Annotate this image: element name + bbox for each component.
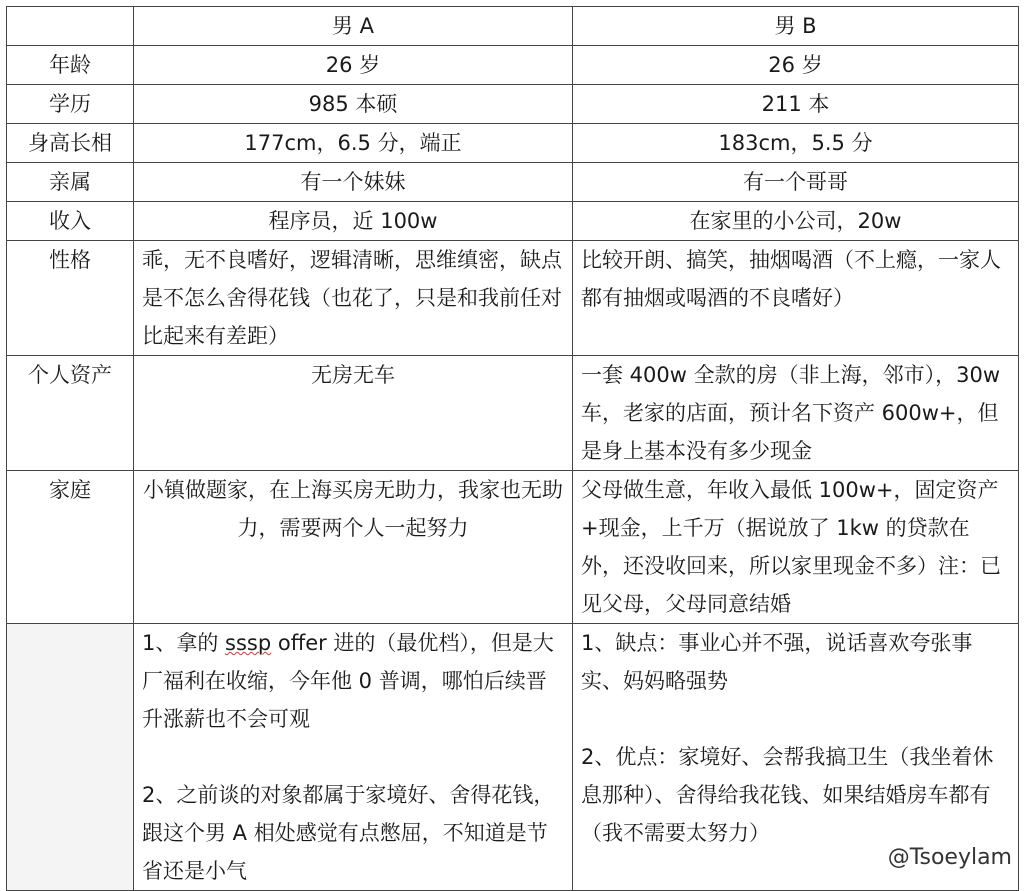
row-family — [7, 471, 1019, 624]
note-b-2: 2、优点：家境好、会帮我搞卫生（我坐着休息那种）、舍得给我花钱、如果结婚房车都有（我不需要太努力） — [581, 745, 994, 845]
row-looks — [7, 124, 1019, 163]
row-label-assets: 个人资产 — [7, 356, 134, 471]
header-man-a: 男 A — [134, 7, 573, 46]
comparison-table — [6, 6, 1019, 891]
note-a-gap — [142, 738, 564, 776]
cell-b-relatives: 有一个哥哥 — [573, 163, 1019, 202]
row-income — [7, 202, 1019, 241]
note-a-1-pre: 1、拿的 — [142, 631, 226, 655]
row-label-looks: 身高长相 — [7, 124, 134, 163]
row-age — [7, 46, 1019, 85]
row-label-personality: 性格 — [7, 241, 134, 356]
header-corner — [7, 7, 134, 46]
cell-a-education: 985 本硕 — [134, 85, 573, 124]
row-notes — [7, 624, 1019, 891]
note-a-1 — [142, 624, 564, 738]
cell-a-relatives: 有一个妹妹 — [134, 163, 573, 202]
row-label-relatives: 亲属 — [7, 163, 134, 202]
row-label-income: 收入 — [7, 202, 134, 241]
cell-b-age: 26 岁 — [573, 46, 1019, 85]
row-label-notes — [7, 624, 134, 891]
cell-a-assets: 无房无车 — [134, 356, 573, 471]
header-man-b: 男 B — [573, 7, 1019, 46]
cell-b-personality: 比较开朗、搞笑，抽烟喝酒（不上瘾，一家人都有抽烟或喝酒的不良嗜好） — [573, 241, 1019, 356]
cell-b-assets: 一套 400w 全款的房（非上海，邻市），30w 车，老家的店面，预计名下资产 600w+，但是身上基本没有多少现金 — [573, 356, 1019, 471]
row-label-family: 家庭 — [7, 471, 134, 624]
row-label-age: 年龄 — [7, 46, 134, 85]
cell-b-looks: 183cm，5.5 分 — [573, 124, 1019, 163]
note-a-1-post: offer 进的（最优档），但是大厂福利在收缩，今年他 0 普调，哪怕后续晋升涨薪也不会可观 — [142, 631, 554, 731]
cell-a-notes — [134, 624, 573, 891]
cell-a-family: 小镇做题家，在上海买房无助力，我家也无助力，需要两个人一起努力 — [134, 471, 573, 624]
cell-a-personality: 乖，无不良嗜好，逻辑清晰，思维缜密，缺点是不怎么舍得花钱（也花了，只是和我前任对比起来有差距） — [134, 241, 573, 356]
header-row — [7, 7, 1019, 46]
note-b-1: 1、缺点：事业心并不强，说话喜欢夸张事实、妈妈略强势 — [581, 631, 973, 693]
cell-b-income: 在家里的小公司，20w — [573, 202, 1019, 241]
watermark: @Tsoeylam — [887, 845, 1012, 870]
cell-a-income: 程序员，近 100w — [134, 202, 573, 241]
row-education — [7, 85, 1019, 124]
cell-b-education: 211 本 — [573, 85, 1019, 124]
note-b-gap — [581, 700, 1010, 738]
row-label-education: 学历 — [7, 85, 134, 124]
cell-a-looks: 177cm，6.5 分，端正 — [134, 124, 573, 163]
cell-a-age: 26 岁 — [134, 46, 573, 85]
row-personality — [7, 241, 1019, 356]
note-a-2: 2、之前谈的对象都属于家境好、舍得花钱，跟这个男 A 相处感觉有点憋屈，不知道是节省还是小气 — [142, 783, 555, 883]
row-assets — [7, 356, 1019, 471]
note-a-1-offer: sssp — [225, 631, 272, 655]
row-relatives — [7, 163, 1019, 202]
cell-b-family: 父母做生意，年收入最低 100w+，固定资产+现金，上千万（据说放了 1kw 的贷款在外，还没收回来，所以家里现金不多）注：已见父母，父母同意结婚 — [573, 471, 1019, 624]
